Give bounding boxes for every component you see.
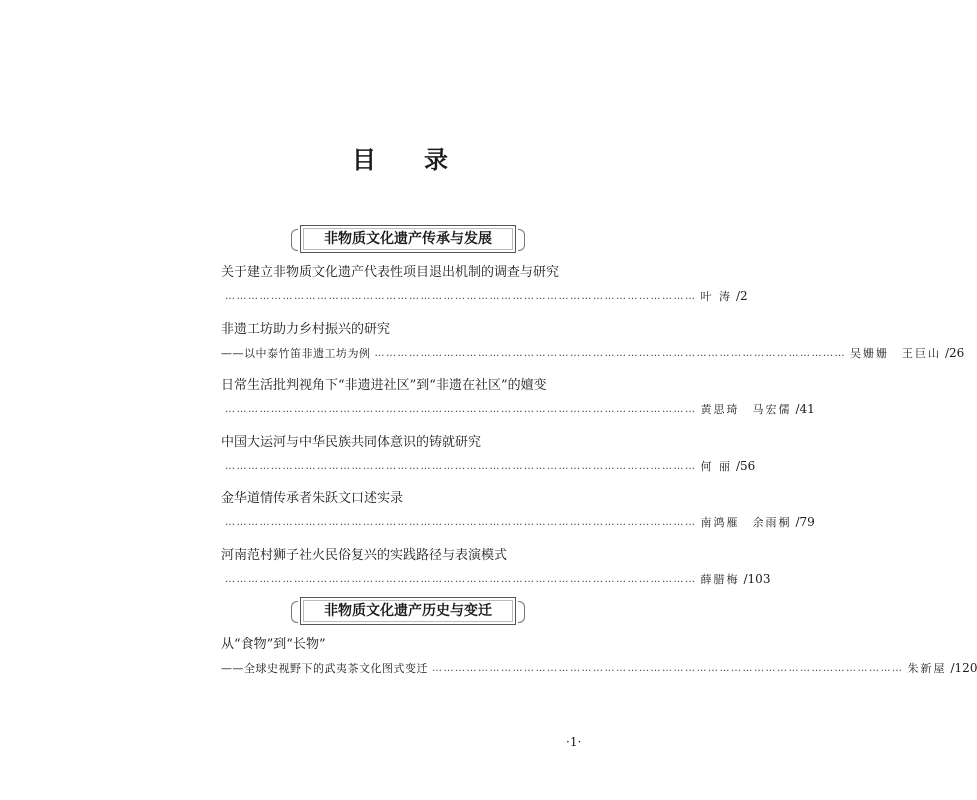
toc-entry-page: /26 xyxy=(945,346,965,360)
leader-dots: …………………………………………………………………………………………………………… xyxy=(374,347,846,359)
section-banner-inheritance: 非物质文化遗产传承与发展 xyxy=(300,225,516,253)
toc-entry-page: /56 xyxy=(736,459,756,473)
toc-entry-line[interactable] xyxy=(221,288,748,304)
toc-entry-author: 叶 涛 xyxy=(700,290,732,303)
toc-entry-author: 薛腊梅 xyxy=(700,573,740,586)
leader-dots: …………………………………………………………………………………………………………… xyxy=(225,460,697,472)
toc-entry-title[interactable]: 河南范村狮子社火民俗复兴的实践路径与表演模式 xyxy=(221,548,508,563)
toc-entry-page: /120 xyxy=(950,661,977,675)
toc-entry-line[interactable] xyxy=(221,660,977,676)
toc-entry-author: 南鸿雁 余雨桐 xyxy=(700,516,792,529)
toc-entry-author: 黄思琦 马宏儒 xyxy=(700,403,792,416)
toc-entry-title[interactable]: 非遗工坊助力乡村振兴的研究 xyxy=(221,322,391,337)
toc-entry-subtitle: ——以中泰竹笛非遗工坊为例 xyxy=(221,347,371,360)
toc-entry-line[interactable] xyxy=(221,571,771,587)
toc-entry-author: 朱新屋 xyxy=(907,662,947,675)
toc-entry-title[interactable]: 金华道情传承者朱跃文口述实录 xyxy=(221,491,404,506)
toc-entry-title[interactable]: 日常生活批判视角下“非遗进社区”到“非遗在社区”的嬗变 xyxy=(221,378,547,393)
leader-dots: …………………………………………………………………………………………………………… xyxy=(225,516,697,528)
toc-entry-line[interactable] xyxy=(221,345,965,361)
toc-entry-author: 吴姗姗 王巨山 xyxy=(850,347,941,360)
toc-entry-author: 何 丽 xyxy=(700,460,732,473)
leader-dots: …………………………………………………………………………………………………………… xyxy=(225,290,697,302)
toc-entry-subtitle: ——全球史视野下的武夷茶文化图式变迁 xyxy=(221,662,428,675)
leader-dots: …………………………………………………………………………………………………………… xyxy=(432,662,904,674)
toc-entry-title[interactable]: 关于建立非物质文化遗产代表性项目退出机制的调查与研究 xyxy=(221,265,560,280)
leader-dots: …………………………………………………………………………………………………………… xyxy=(225,573,697,585)
toc-entry-title[interactable]: 中国大运河与中华民族共同体意识的铸就研究 xyxy=(221,435,482,450)
leader-dots: …………………………………………………………………………………………………………… xyxy=(225,403,697,415)
toc-entry-line[interactable] xyxy=(221,514,815,530)
toc-entry-line[interactable] xyxy=(221,401,815,417)
toc-entry-line[interactable] xyxy=(221,458,756,474)
toc-entry-page: /2 xyxy=(736,289,748,303)
toc-entry-page: /41 xyxy=(795,402,815,416)
toc-entry-title[interactable]: 从“食物”到“长物” xyxy=(221,637,326,652)
toc-entry-page: /79 xyxy=(795,515,815,529)
page-number: ·1· xyxy=(566,735,582,749)
toc-entry-page: /103 xyxy=(743,572,771,586)
page-title: 目 录 xyxy=(352,145,448,174)
section-banner-history: 非物质文化遗产历史与变迁 xyxy=(300,597,516,625)
